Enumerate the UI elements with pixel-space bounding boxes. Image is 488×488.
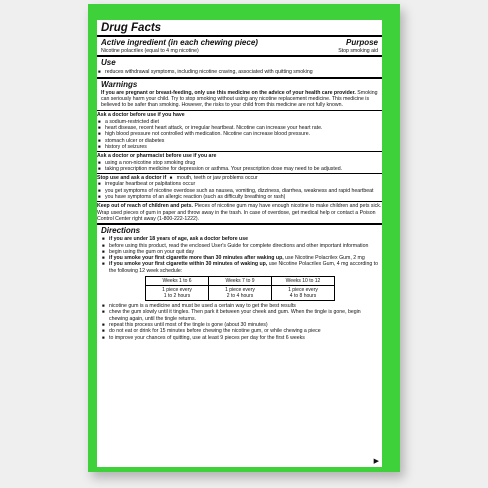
- product-box: [88, 4, 400, 472]
- stop-use-first-text: mouth, teeth or jaw problems occur: [176, 175, 258, 182]
- schedule-cell: [146, 286, 209, 301]
- schedule-header: Weeks 7 to 9: [209, 277, 272, 286]
- directions-item: [109, 261, 378, 274]
- schedule-row: [146, 286, 335, 301]
- use-section: [97, 68, 382, 76]
- directions-item-text: begin using the gum on your quit day: [109, 248, 195, 255]
- schedule-cell-line: 1 piece every: [162, 287, 192, 294]
- directions-item-bold: if you smoke your first cigarette within 30 minutes of waking up,: [109, 261, 268, 268]
- purpose-heading: Purpose: [345, 38, 378, 47]
- ask-pharmacist-section: [97, 152, 382, 173]
- stop-use-section: [97, 174, 382, 201]
- ingredient-text: Nicotine polacrilex (equal to 4 mg nicotine): [101, 48, 199, 54]
- stop-use-item: ■ you get symptoms of nicotine overdose such as nausea, vomiting, dizziness, diarrhea, weakness and rapid heartbeat: [105, 188, 382, 194]
- stop-use-heading: Stop use and ask a doctor if: [97, 175, 167, 182]
- pregnancy-warning-text: Smoking can seriously harm your child. Try to stop smoking without using any nicotine replacement medicine. This medicine is believed to be safer than smoking. However, the risks to your child from this medicine are not fully known.: [101, 89, 378, 109]
- directions-heading: Directions: [101, 226, 141, 236]
- directions-item: ■ repeat this process until most of the tingle is gone (about 30 minutes): [109, 322, 378, 328]
- ask-pharmacist-item: ■ taking prescription medicine for depression or asthma. Your prescription dose may need to be adjusted.: [105, 166, 382, 172]
- schedule-header: Weeks 10 to 12: [272, 277, 335, 286]
- directions-item-text: use Nicotine Polacrilex Gum, 4 mg according to the following 12 week schedule:: [109, 261, 378, 274]
- pregnancy-warning-bold: If you are pregnant or breast-feeding, only use this medicine on the advice of your health care provider.: [101, 89, 356, 96]
- schedule-cell-line: 2 to 4 hours: [226, 293, 254, 300]
- keep-out-bold: Keep out of reach of children and pets.: [97, 203, 193, 210]
- directions-item: ■ to improve your chances of quitting, use at least 9 pieces per day for the first 6 weeks: [109, 335, 378, 341]
- directions-item-bold: if you smoke your first cigarette more than 30 minutes after waking up,: [109, 255, 284, 262]
- ask-doctor-item: ■ a sodium-restricted diet: [105, 119, 382, 125]
- dosing-schedule-table: [145, 276, 335, 301]
- schedule-cell: [272, 286, 335, 301]
- directions-item-bold: if you are under 18 years of age, ask a doctor before use: [109, 236, 248, 243]
- keep-out-of-reach: [97, 202, 382, 223]
- ask-doctor-section: [97, 111, 382, 151]
- schedule-cell-line: 1 piece every: [288, 287, 318, 294]
- purpose-text: Stop smoking aid: [338, 48, 378, 54]
- schedule-header: Weeks 1 to 6: [146, 277, 209, 286]
- use-text: ■ reduces withdrawal symptoms, including nicotine craving, associated with quitting smoking: [105, 69, 382, 75]
- ask-doctor-item: ■ history of seizures: [105, 144, 382, 150]
- bullet-icon: ■: [169, 175, 173, 181]
- schedule-cell: [209, 286, 272, 301]
- schedule-cell-line: 4 to 8 hours: [289, 293, 317, 300]
- drug-facts-panel: [97, 20, 382, 467]
- stop-use-first-item: [168, 175, 258, 181]
- stop-use-item: ■ you have symptoms of an allergic reaction (such as difficulty breathing or rash): [105, 194, 382, 200]
- active-ingredient-header: [97, 37, 382, 48]
- active-ingredient-row: [97, 48, 382, 54]
- schedule-header-row: [146, 277, 335, 286]
- directions-item: ■ chew the gum slowly until it tingles. Then park it between your cheek and gum. When the tingle is gone, begin chewing again, until the tingle returns.: [109, 309, 378, 322]
- directions-section: [97, 236, 382, 341]
- ask-doctor-item: ■ stomach ulcer or diabetes: [105, 138, 382, 144]
- continue-arrow-icon: ▶: [373, 458, 379, 465]
- ask-doctor-item: ■ heart disease, recent heart attack, or irregular heartbeat. Nicotine can increase your heart rate.: [105, 125, 382, 131]
- use-heading: Use: [101, 58, 116, 68]
- ask-pharmacist-item: ■ using a non-nicotine stop smoking drug: [105, 160, 382, 166]
- ask-doctor-item: ■ high blood pressure not controlled with medication. Nicotine can increase blood pressure.: [105, 131, 382, 137]
- schedule-cell-line: 1 piece every: [225, 287, 255, 294]
- stop-use-item: ■ irregular heartbeat or palpitations occur: [105, 181, 382, 187]
- keep-out-text: Pieces of nicotine gum may have enough nicotine to make children and pets sick. Wrap used pieces of gum in paper and throw away in the trash. In case of overdose, get medical help or contact a Poison Control Center right away (1-800-222-1222).: [97, 203, 382, 222]
- active-ingredient-heading: Active ingredient (in each chewing piece): [101, 38, 258, 47]
- directions-item-text: use Nicotine Polacrilex Gum, 2 mg: [285, 255, 365, 262]
- drug-facts-title: Drug Facts: [101, 22, 162, 34]
- ask-pharmacist-heading: Ask a doctor or pharmacist before use if you are: [97, 153, 217, 160]
- directions-item-text: before using this product, read the enclosed User's Guide for complete directions and other important information: [109, 242, 369, 249]
- schedule-cell-line: 1 to 2 hours: [163, 293, 191, 300]
- directions-item: ■ nicotine gum is a medicine and must be used a certain way to get the best results: [109, 303, 378, 309]
- warnings-heading: Warnings: [101, 79, 138, 89]
- ask-doctor-heading: Ask a doctor before use if you have: [97, 112, 185, 119]
- directions-item: ■ do not eat or drink for 15 minutes before chewing the nicotine gum, or while chewing a piece: [109, 328, 378, 334]
- pregnancy-warning: [97, 90, 382, 109]
